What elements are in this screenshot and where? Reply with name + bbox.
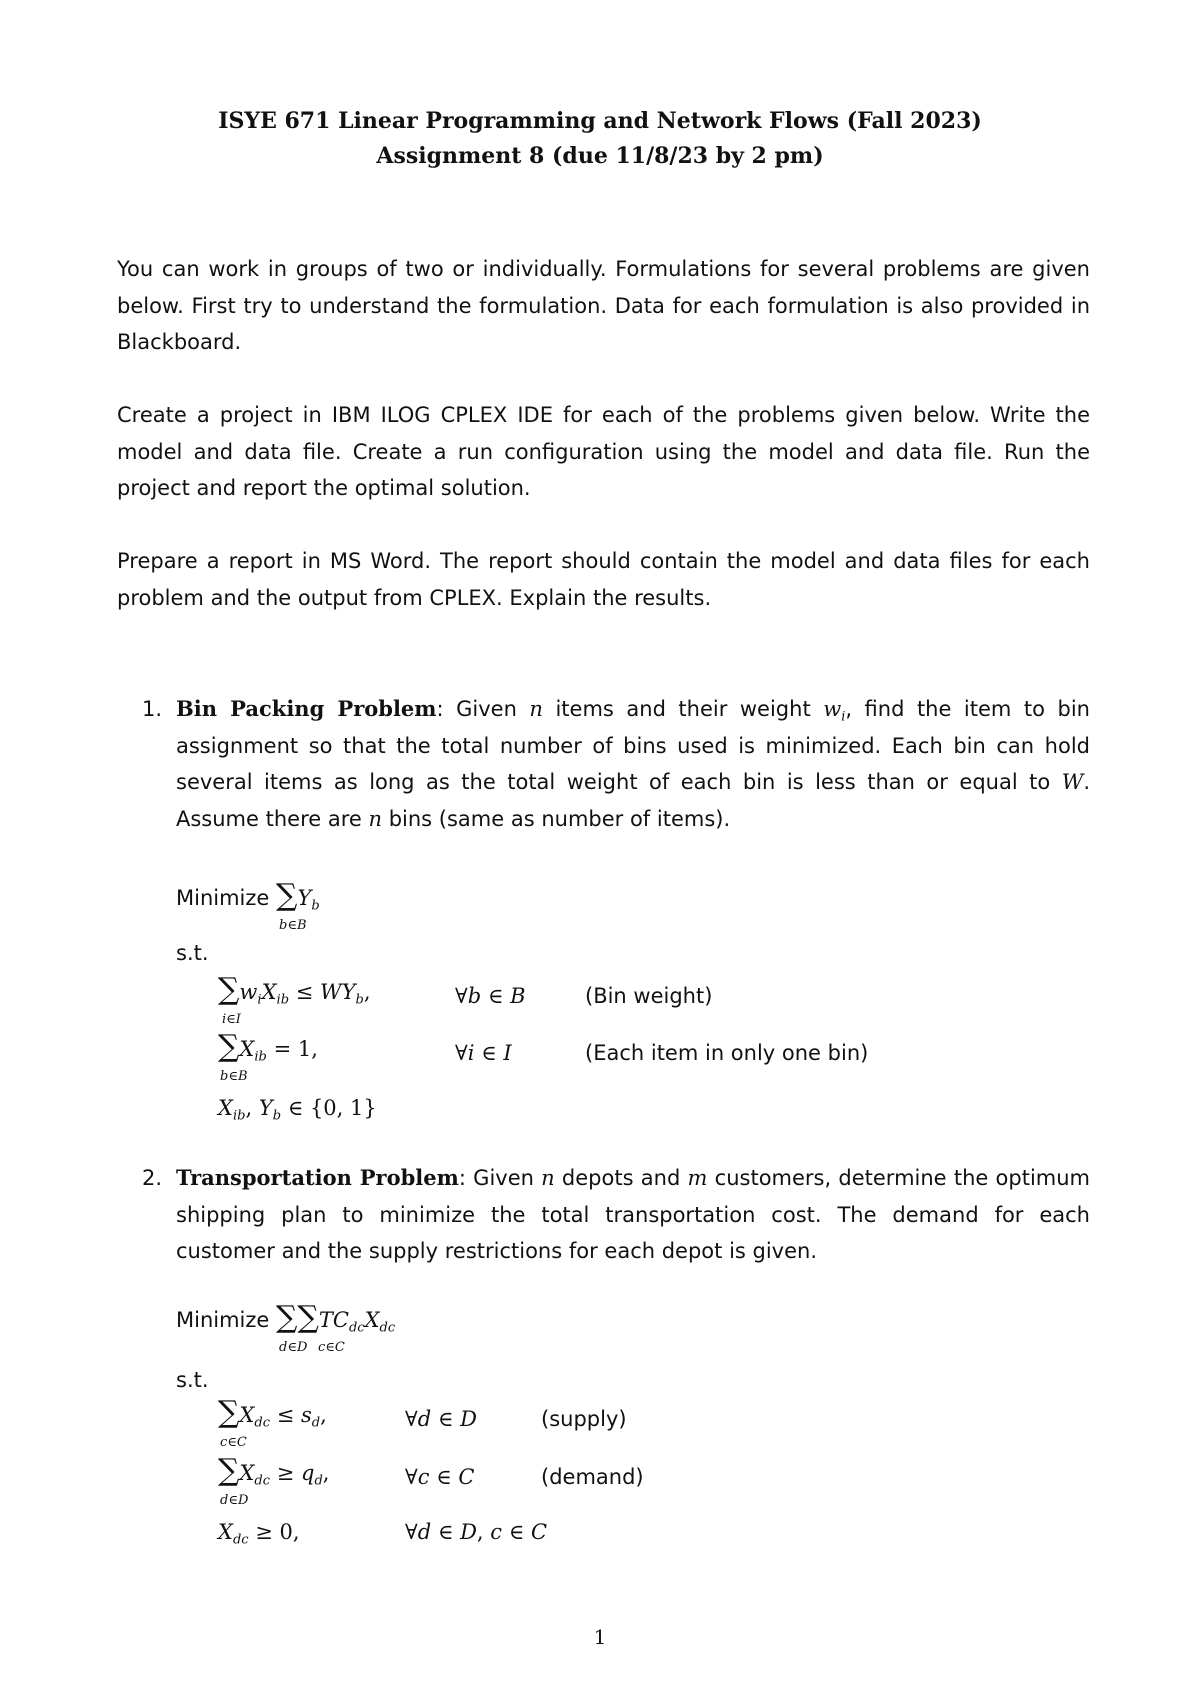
problem-1-description: Bin Packing Problem: Given n items and their weight $w_i$, find the item to bin assignment so that the total number of bins used is minimized. Each bin can hold several items as long as the total weight of each bin is less than or equal to W. Assume there are n bins (same as number of items). — [176, 696, 1090, 831]
p1-st-label: s.t. — [176, 941, 209, 965]
p2-constraint-nonneg: $X_{dc} \ge 0$, — [218, 1520, 300, 1548]
p2-constraint-3-domain: ∀d ∈ D, c ∈ C — [405, 1520, 548, 1544]
p1-constraint-2-domain: ∀i ∈ I — [455, 1041, 512, 1065]
p2-constraint-2-label: (demand) — [541, 1465, 644, 1489]
document-title: ISYE 671 Linear Programming and Network Flows (Fall 2023) — [218, 108, 982, 134]
p2-constraint-2-domain: ∀c ∈ C — [405, 1465, 475, 1489]
intro-paragraph-2: Create a project in IBM ILOG CPLEX IDE for each of the problems given below. Write the model and data file. Create a run configuration using the model and data file. Run the project and report the optimal solution. — [117, 403, 1090, 500]
problem-2-title: Transportation Problem — [176, 1165, 459, 1190]
p1-constraint-one-bin: $\sum X_{ib} = 1$, — [218, 1029, 318, 1065]
p2-st-label: s.t. — [176, 1368, 209, 1392]
document-page: ISYE 671 Linear Programming and Network Flows (Fall 2023) Assignment 8 (due 11/8/23 by 2 pm) You can work in groups of two or individually. Formulations for several problems are given below. First try to understand the formulation. Data for each formulation is also provided in Blackboard. Create a project in IBM ILOG CPLEX IDE for each of the problems given below. Write the model and data file. Create a run configuration using the model and data file. Run the project and report the optimal solution. Prepare a report in MS Word. The report should contain the model and data files for each problem and the output from CPLEX. Explain the results. 1. Bin Packing Problem: Given n items and their weight $w_i$, find the item to bin assignment so that the total number of bins used is minimized. Each bin can hold several items as long as the total weight of each bin is less than or equal to W. Assume there are n bins (same as number of items). Minimize $\sum Y_b$ b∈B s.t. $\sum w_iX_{ib} \le WY_b$, i∈I ∀b ∈ B (Bin weight) $\sum X_{ib} = 1$, b∈B ∀i ∈ I (Each item in only one bin) $X_{ib}$, $Y_b$ ∈ {0, 1} 2. Transportation Problem: Given n depots and m customers, determine the optimum shipping plan to minimize the total transportation cost. The demand for each customer and the supply restrictions for each depot is given. Minimize $\sum\sum TC_{dc}X_{dc}$ d∈D c∈C s.t. $\sum X_{dc} \le s_d$, c∈C ∀d ∈ D (supply) $\sum X_{dc} \ge q_d$, d∈D ∀c ∈ C (demand) $X_{dc} \ge 0$, ∀d ∈ D, c ∈ C 1 — [0, 0, 1200, 1696]
p1-constraint-2-label: (Each item in only one bin) — [585, 1041, 869, 1065]
problem-1-title: Bin Packing Problem — [176, 696, 437, 721]
p1-objective: Minimize $\sum Y_b$ — [176, 878, 320, 914]
page-number: 1 — [593, 1625, 607, 1649]
p2-constraint-1-label: (supply) — [541, 1407, 627, 1431]
problem-2-number: 2. — [142, 1166, 163, 1190]
p1-constraint-1-label: (Bin weight) — [585, 984, 713, 1008]
p2-constraint-1-domain: ∀d ∈ D — [405, 1407, 477, 1431]
problem-1-number: 1. — [142, 697, 163, 721]
p2-objective: Minimize $\sum\sum TC_{dc}X_{dc}$ — [176, 1300, 396, 1336]
p2-constraint-demand: $\sum X_{dc} \ge q_d$, — [218, 1453, 330, 1489]
document-subtitle: Assignment 8 (due 11/8/23 by 2 pm) — [376, 143, 824, 169]
intro-paragraph-1: You can work in groups of two or individually. Formulations for several problems are given below. First try to understand the formulation. Data for each formulation is also provided in Blackboard. — [117, 257, 1090, 354]
p1-constraint-bin-weight: $\sum w_iX_{ib} \le WY_b$, — [218, 972, 371, 1008]
p2-constraint-supply: $\sum X_{dc} \le s_d$, — [218, 1395, 327, 1431]
problem-2-description: Transportation Problem: Given n depots and m customers, determine the optimum shipping plan to minimize the total transportation cost. The demand for each customer and the supply restrictions for each depot is given. — [176, 1165, 1090, 1263]
p1-constraint-1-domain: ∀b ∈ B — [455, 984, 526, 1008]
intro-paragraph-3: Prepare a report in MS Word. The report should contain the model and data files for each problem and the output from CPLEX. Explain the results. — [117, 549, 1090, 610]
p1-constraint-binary: $X_{ib}$, $Y_b$ ∈ {0, 1} — [218, 1096, 377, 1124]
